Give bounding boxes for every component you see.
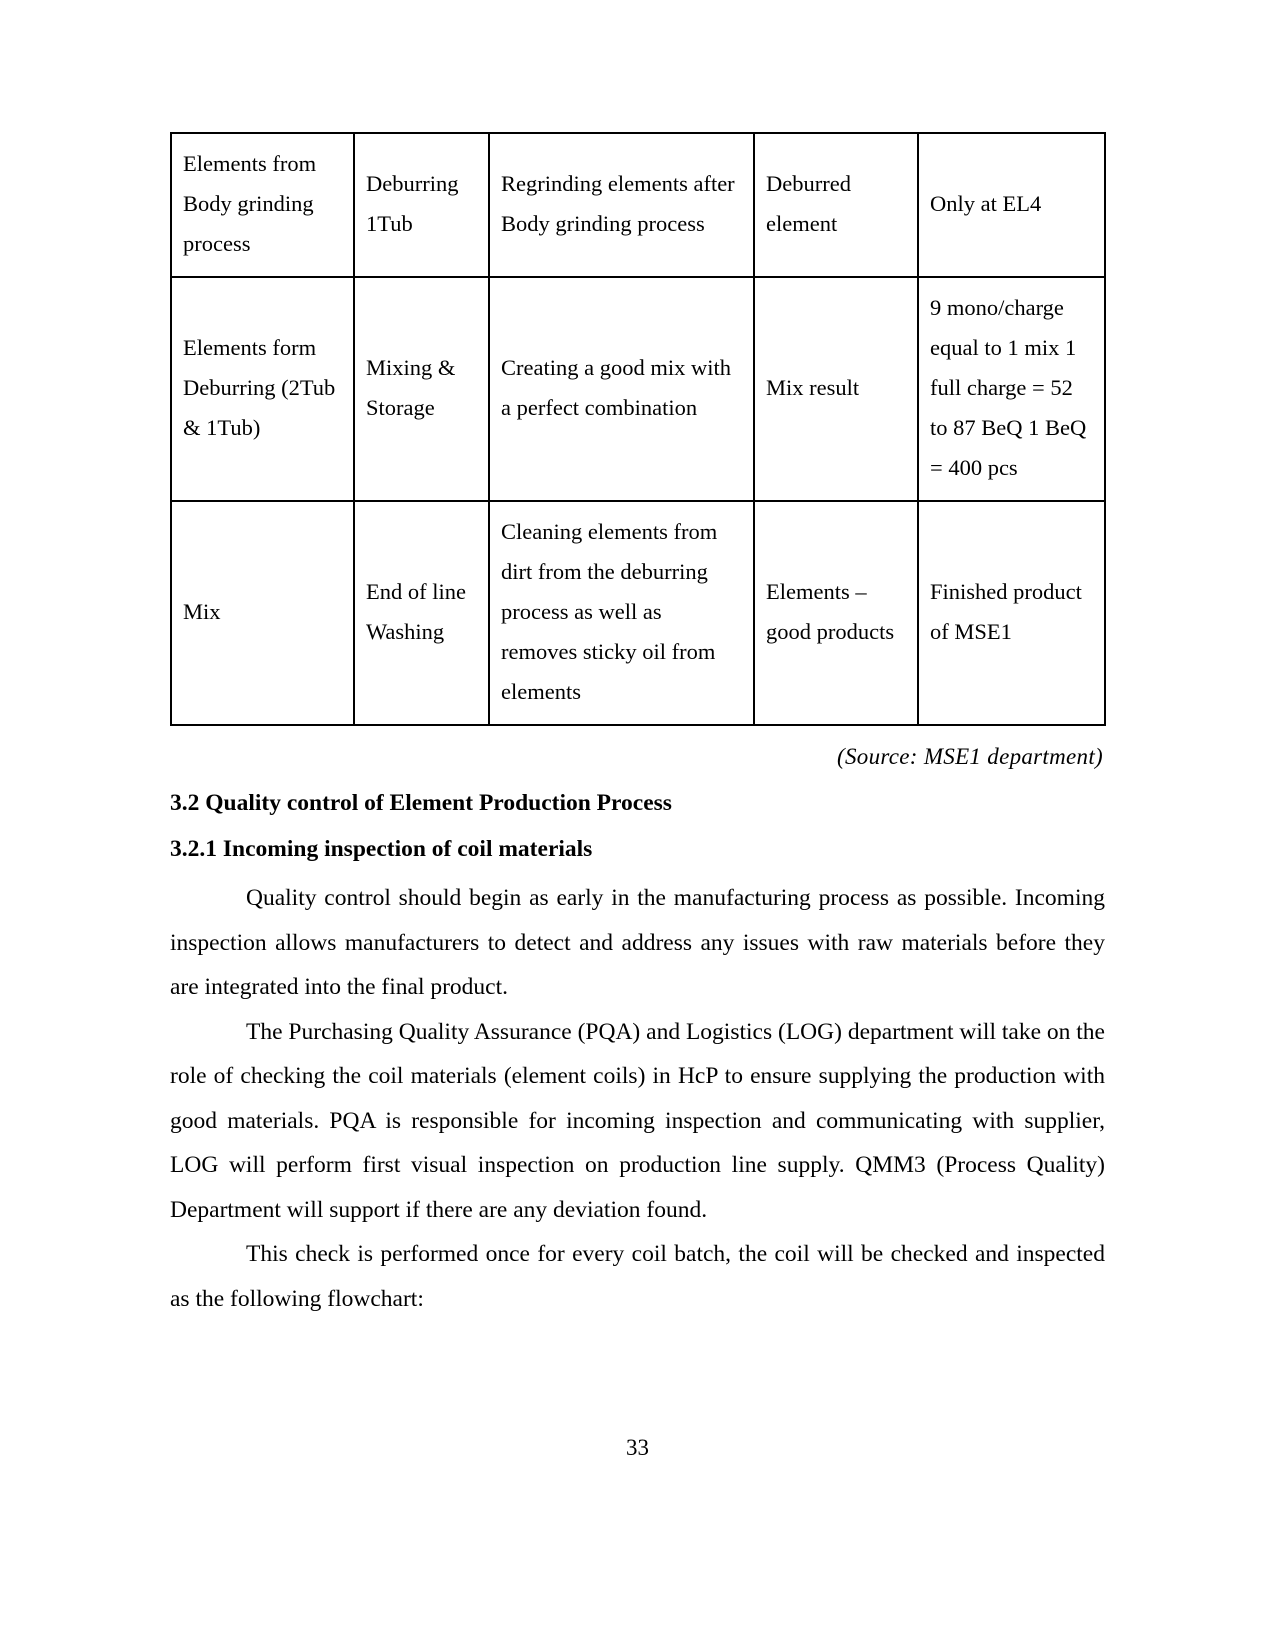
cell-description: Regrinding elements after Body grinding process (489, 133, 754, 277)
page-number: 33 (626, 1435, 649, 1460)
cell-process: Deburring 1Tub (354, 133, 489, 277)
cell-input: Mix (171, 501, 354, 725)
cell-output: Mix result (754, 277, 918, 501)
table-row (171, 133, 1105, 277)
table-row (171, 277, 1105, 501)
cell-description: Creating a good mix with a perfect combination (489, 277, 754, 501)
cell-note: Finished product of MSE1 (918, 501, 1105, 725)
section-heading-3-2-1: 3.2.1 Incoming inspection of coil materials (170, 836, 593, 862)
paragraph-3: This check is performed once for every coil batch, the coil will be checked and inspected as the following flowchart: (170, 1241, 1105, 1312)
cell-input: Elements from Body grinding process (171, 133, 354, 277)
process-table (170, 132, 1106, 726)
cell-input: Elements form Deburring (2Tub & 1Tub) (171, 277, 354, 501)
table-source-note: (Source: MSE1 department) (837, 744, 1103, 769)
cell-output: Elements – good products (754, 501, 918, 725)
cell-note: Only at EL4 (918, 133, 1105, 277)
page-content (170, 132, 1105, 1321)
table-row (171, 501, 1105, 725)
cell-description: Cleaning elements from dirt from the deburring process as well as removes sticky oil from elements (489, 501, 754, 725)
cell-note: 9 mono/charge equal to 1 mix 1 full charge = 52 to 87 BeQ 1 BeQ = 400 pcs (918, 277, 1105, 501)
cell-output: Deburred element (754, 133, 918, 277)
cell-process: Mixing & Storage (354, 277, 489, 501)
section-heading-3-2: 3.2 Quality control of Element Production Process (170, 790, 672, 816)
cell-process: End of line Washing (354, 501, 489, 725)
paragraph-2: The Purchasing Quality Assurance (PQA) and Logistics (LOG) department will take on the role of checking the coil materials (element coils) in HcP to ensure supplying the production with good materials. PQA is responsible for incoming inspection and communicating with supplier, LOG will perform first visual inspection on production line supply. QMM3 (Process Quality) Department will support if there are any deviation found. (170, 1018, 1105, 1223)
paragraph-1: Quality control should begin as early in the manufacturing process as possible. Incoming inspection allows manufacturers to detect and address any issues with raw materials before they are integrated into the final product. (170, 885, 1105, 1000)
